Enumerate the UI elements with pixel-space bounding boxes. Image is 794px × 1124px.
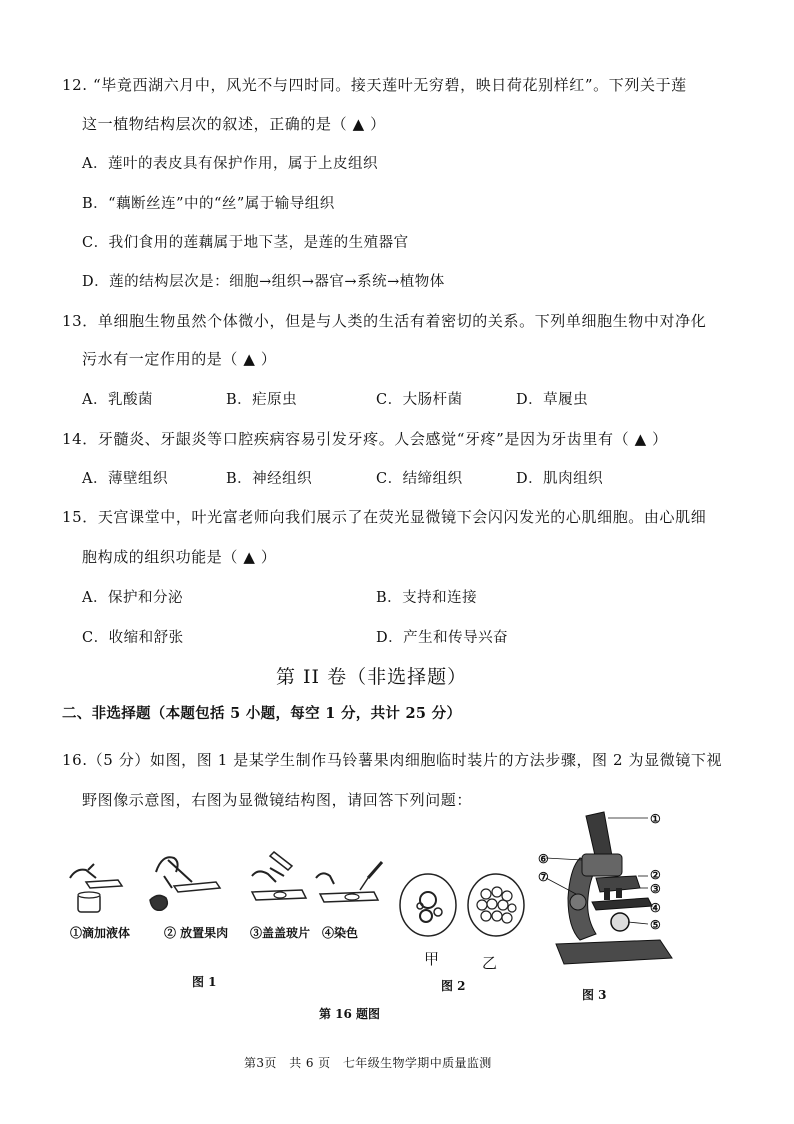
figure-caption: 第 16 题图	[319, 1007, 381, 1021]
q15-option-d: D．产生和传导兴奋	[376, 630, 509, 646]
q15-option-a: A．保护和分泌	[82, 590, 183, 606]
q12-option-c: C．我们食用的莲藕属于地下茎，是莲的生殖器官	[82, 235, 409, 251]
fig3-label-3: ③	[650, 882, 661, 896]
fig1-step2-label: ② 放置果肉	[164, 926, 229, 940]
q14-option-b: B．神经组织	[226, 471, 313, 487]
q15-option-c: C．收缩和舒张	[82, 630, 184, 646]
fig1-step3-label: ③盖盖玻片	[250, 926, 311, 940]
fig3-label-4: ④	[650, 901, 661, 915]
q12-option-b: B．“藕断丝连”中的“丝”属于输导组织	[82, 196, 335, 212]
part2-subtitle: 二、非选择题（本题包括 5 小题，每空 1 分，共计 25 分）	[62, 705, 462, 722]
q13-option-d: D．草履虫	[516, 392, 589, 408]
q12-option-a: A．莲叶的表皮具有保护作用，属于上皮组织	[82, 156, 378, 172]
q15-stem-line1: 15．天宫课堂中，叶光富老师向我们展示了在荧光显微镜下会闪闪发光的心肌细胞。由心肌细	[62, 508, 707, 526]
q13-stem-line1: 13．单细胞生物虽然个体微小，但是与人类的生活有着密切的关系。下列单细胞生物中对净化	[62, 312, 707, 330]
fig1-step2-drawing	[144, 848, 224, 918]
fig3-caption: 图 3	[582, 988, 607, 1002]
fig2-caption: 图 2	[441, 979, 466, 993]
q12-option-d: D．莲的结构层次是：细胞→组织→器官→系统→植物体	[82, 274, 445, 290]
fig3-label-2: ②	[650, 868, 661, 882]
q13-option-c: C．大肠杆菌	[376, 392, 463, 408]
fig1-step3-drawing	[244, 846, 308, 916]
part2-title: 第 II 卷（非选择题）	[276, 666, 468, 688]
q12-stem-line1: 12. “毕竟西湖六月中，风光不与四时同。接天莲叶无穷碧，映日荷花别样红”。下列关于莲	[62, 76, 687, 94]
q14-option-a: A．薄壁组织	[82, 471, 168, 487]
fig1-step1-drawing	[66, 856, 126, 918]
fig2-label-jia: 甲	[424, 950, 440, 968]
fig3-label-1: ①	[650, 812, 661, 826]
q13-stem-line2: 污水有一定作用的是（ ▲ ）	[82, 350, 277, 368]
fig2-label-yi: 乙	[482, 954, 498, 972]
q15-stem-line2: 胞构成的组织功能是（ ▲ ）	[82, 548, 277, 566]
q14-stem: 14．牙髓炎、牙龈炎等口腔疾病容易引发牙疼。人会感觉“牙疼”是因为牙齿里有（ ▲ ）	[62, 430, 668, 448]
q12-stem-line2: 这一植物结构层次的叙述，正确的是（ ▲ ）	[82, 115, 386, 133]
fig3-label-5: ⑤	[650, 918, 661, 932]
q13-option-a: A．乳酸菌	[82, 392, 153, 408]
fig1-step4-drawing	[312, 860, 388, 916]
q13-option-b: B．疟原虫	[226, 392, 298, 408]
q16-stem-line2: 野图像示意图，右图为显微镜结构图，请回答下列问题：	[82, 791, 473, 809]
fig2-field-jia	[398, 872, 458, 938]
q16-stem-line1: 16.（5 分）如图，图 1 是某学生制作马铃薯果肉细胞临时装片的方法步骤，图 2 为显微镜下视	[62, 751, 723, 769]
q14-option-c: C．结缔组织	[376, 471, 463, 487]
page-footer: 第3页 共 6 页 七年级生物学期中质量监测	[244, 1056, 492, 1070]
fig2-field-yi	[466, 872, 526, 938]
fig1-step4-label: ④染色	[322, 926, 359, 940]
q15-option-b: B．支持和连接	[376, 590, 478, 606]
fig3-label-7: ⑦	[538, 870, 549, 884]
fig1-caption: 图 1	[192, 975, 217, 989]
fig1-step1-label: ①滴加液体	[70, 926, 131, 940]
q14-option-d: D．肌肉组织	[516, 471, 604, 487]
fig3-label-6: ⑥	[538, 852, 549, 866]
